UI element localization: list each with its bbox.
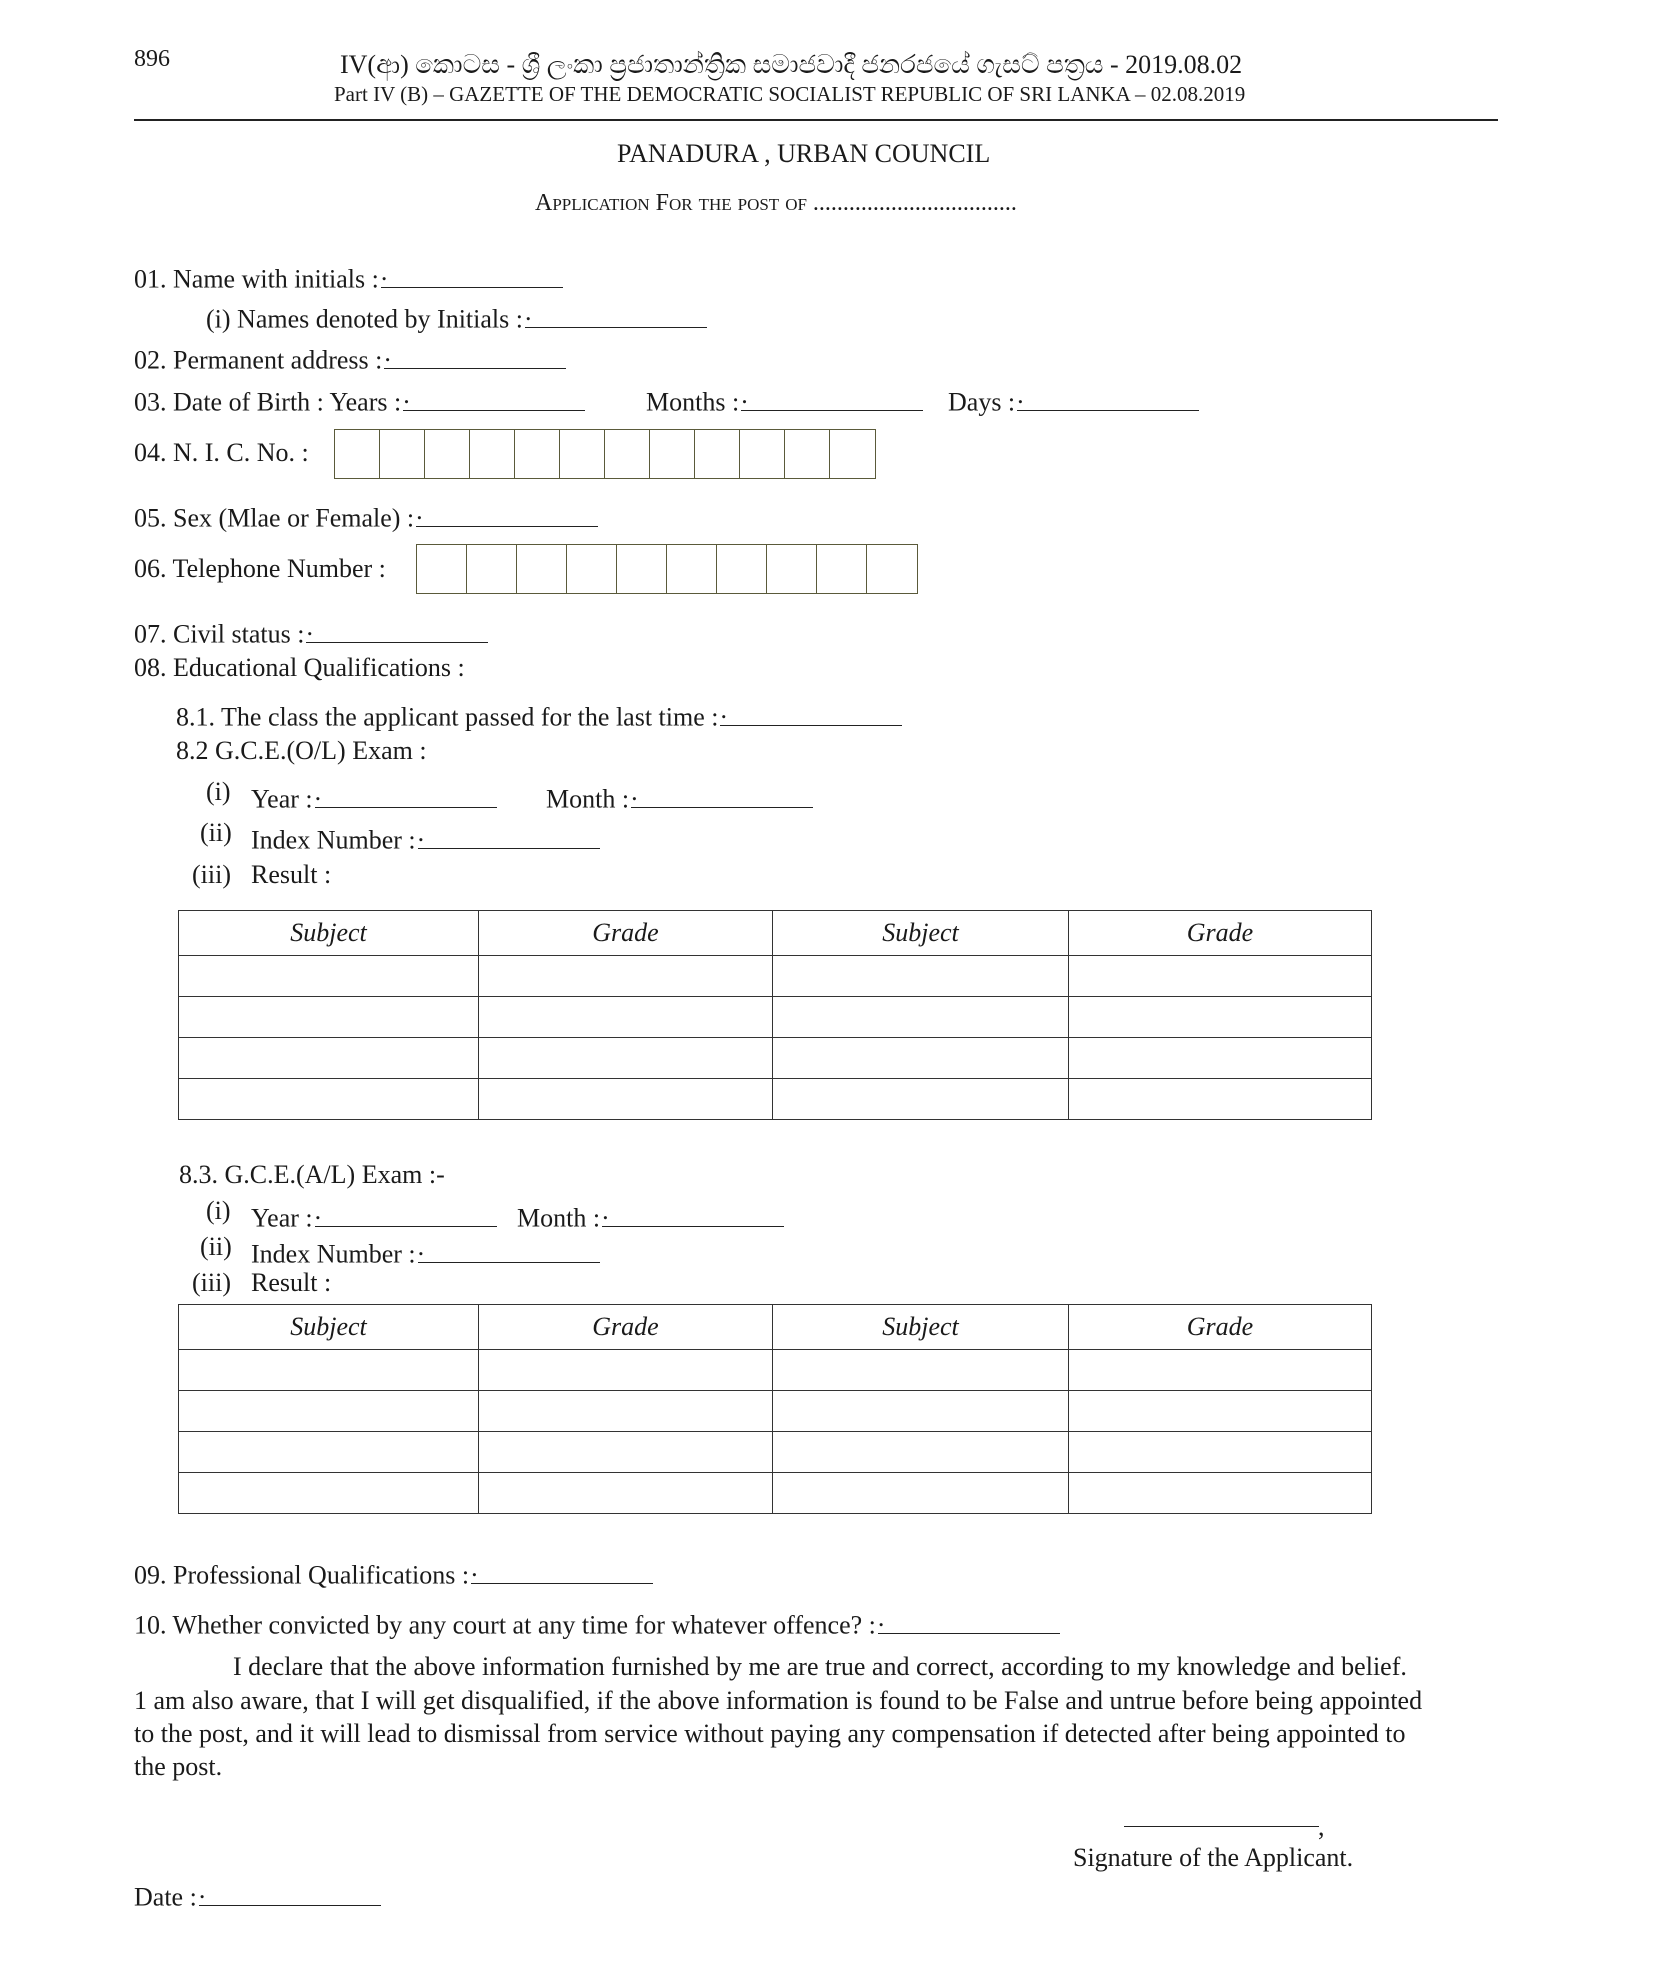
date-field [134, 1875, 381, 1912]
table-row [179, 1350, 1372, 1391]
ol-index-num: (ii) [200, 818, 232, 847]
q10-convicted [134, 1603, 1060, 1640]
q03-months-blank[interactable] [741, 380, 923, 411]
q08-1-last-class [176, 695, 902, 732]
al-header-subject-2: Subject [773, 1305, 1069, 1350]
q04-label: 04. N. I. C. No. : [134, 438, 309, 467]
q01-name-with-initials [134, 257, 563, 294]
header-rule [134, 119, 1498, 121]
al-year-blank[interactable] [315, 1196, 497, 1227]
al-year-num: (i) [206, 1196, 231, 1225]
al-header-grade-2: Grade [1069, 1305, 1372, 1350]
q08-label: 08. Educational Qualifications : [134, 653, 465, 682]
q03-label: 03. Date of Birth : Years : [134, 387, 402, 417]
q01-i-blank[interactable] [525, 297, 707, 328]
al-index [251, 1232, 600, 1269]
al-year-label: Year : [251, 1203, 313, 1233]
q08-1-blank[interactable] [720, 695, 902, 726]
table-row [179, 997, 1372, 1038]
q01-i-names-denoted [206, 297, 707, 334]
al-year [251, 1196, 497, 1233]
q06-label: 06. Telephone Number : [134, 554, 386, 583]
ol-year-blank[interactable] [315, 777, 497, 808]
al-header-grade-1: Grade [479, 1305, 773, 1350]
q01-label: 01. Name with initials : [134, 264, 379, 294]
al-header-subject-1: Subject [179, 1305, 479, 1350]
declaration-line-1: I declare that the above information furnished by me are true and correct, according to my knowledge and belief. [233, 1652, 1407, 1681]
ol-index-blank[interactable] [418, 818, 600, 849]
telephone-number-boxes[interactable] [416, 544, 918, 594]
al-month [517, 1196, 784, 1233]
al-month-label: Month : [517, 1203, 601, 1233]
al-index-label: Index Number : [251, 1239, 416, 1269]
application-title: Application For the post of .................................. [535, 190, 1017, 216]
q08-1-label: 8.1. The class the applicant passed for the last time : [176, 702, 719, 732]
signature-label: Signature of the Applicant. [1073, 1843, 1354, 1872]
signature-comma: , [1318, 1812, 1325, 1841]
q02-permanent-address [134, 338, 566, 375]
ol-header-subject-2: Subject [773, 911, 1069, 956]
q01-i-label: (i) Names denoted by Initials : [206, 304, 523, 334]
ol-header-grade-2: Grade [1069, 911, 1372, 956]
al-result-num: (iii) [192, 1268, 231, 1297]
q03-months-label: Months : [646, 387, 740, 417]
ol-year-num: (i) [206, 777, 231, 806]
q09-professional-qualifications [134, 1553, 653, 1590]
q03-days [948, 380, 1199, 417]
q01-blank[interactable] [381, 257, 563, 288]
gazette-title-sinhala: IV(ආ) කොටස - ශ්‍රී ලංකා ප්‍රජාතාන්ත්‍රික සමාජවාදී ජනරජයේ ගැසට් පත්‍රය - 2019.08.02 [340, 50, 1243, 79]
q10-label: 10. Whether convicted by any court at any time for whatever offence? : [134, 1610, 876, 1640]
q07-label: 07. Civil status : [134, 619, 305, 649]
q07-civil-status [134, 612, 488, 649]
al-results-table [178, 1304, 1372, 1514]
q07-blank[interactable] [306, 612, 488, 643]
ol-results-table [178, 910, 1372, 1120]
q03-date-of-birth [134, 380, 585, 417]
nic-number-boxes[interactable] [334, 429, 876, 479]
table-row [179, 1391, 1372, 1432]
q03-years-blank[interactable] [403, 380, 585, 411]
declaration-line-3: to the post, and it will lead to dismissal from service without paying any compensation if detected after being appointed to [134, 1719, 1406, 1748]
ol-year [251, 777, 497, 814]
table-row [179, 956, 1372, 997]
council-name: PANADURA , URBAN COUNCIL [617, 139, 991, 168]
date-label: Date : [134, 1882, 197, 1912]
al-result-label: Result : [251, 1268, 332, 1297]
q09-blank[interactable] [471, 1553, 653, 1584]
signature-line[interactable] [1124, 1826, 1319, 1827]
page-number: 896 [134, 46, 170, 72]
gazette-title-english: Part IV (B) – GAZETTE OF THE DEMOCRATIC SOCIALIST REPUBLIC OF SRI LANKA – 02.08.2019 [334, 82, 1246, 106]
ol-result-num: (iii) [192, 860, 231, 889]
q02-blank[interactable] [384, 338, 566, 369]
table-row [179, 1079, 1372, 1120]
al-index-blank[interactable] [418, 1232, 600, 1263]
q05-blank[interactable] [416, 496, 598, 527]
q02-label: 02. Permanent address : [134, 345, 383, 375]
ol-index [251, 818, 600, 855]
q09-label: 09. Professional Qualifications : [134, 1560, 470, 1590]
q10-blank[interactable] [878, 1603, 1060, 1634]
q03-days-blank[interactable] [1017, 380, 1199, 411]
ol-index-label: Index Number : [251, 825, 416, 855]
declaration-line-2: 1 am also aware, that I will get disqualified, if the above information is found to be False and untrue before being appointed [134, 1686, 1423, 1715]
ol-month-blank[interactable] [631, 777, 813, 808]
q03-days-label: Days : [948, 387, 1016, 417]
date-blank[interactable] [199, 1875, 381, 1906]
al-month-blank[interactable] [602, 1196, 784, 1227]
table-row [179, 1432, 1372, 1473]
ol-month-label: Month : [546, 784, 630, 814]
ol-year-label: Year : [251, 784, 313, 814]
q05-sex [134, 496, 598, 533]
declaration-line-4: the post. [134, 1752, 223, 1781]
ol-result-label: Result : [251, 860, 332, 889]
q08-3-label: 8.3. G.C.E.(A/L) Exam :- [179, 1160, 445, 1189]
q03-months [646, 380, 923, 417]
table-row [179, 1473, 1372, 1514]
ol-header-subject-1: Subject [179, 911, 479, 956]
q05-label: 05. Sex (Mlae or Female) : [134, 503, 415, 533]
ol-month [546, 777, 813, 814]
al-index-num: (ii) [200, 1232, 232, 1261]
q08-2-label: 8.2 G.C.E.(O/L) Exam : [176, 736, 427, 765]
table-row [179, 1038, 1372, 1079]
ol-header-grade-1: Grade [479, 911, 773, 956]
